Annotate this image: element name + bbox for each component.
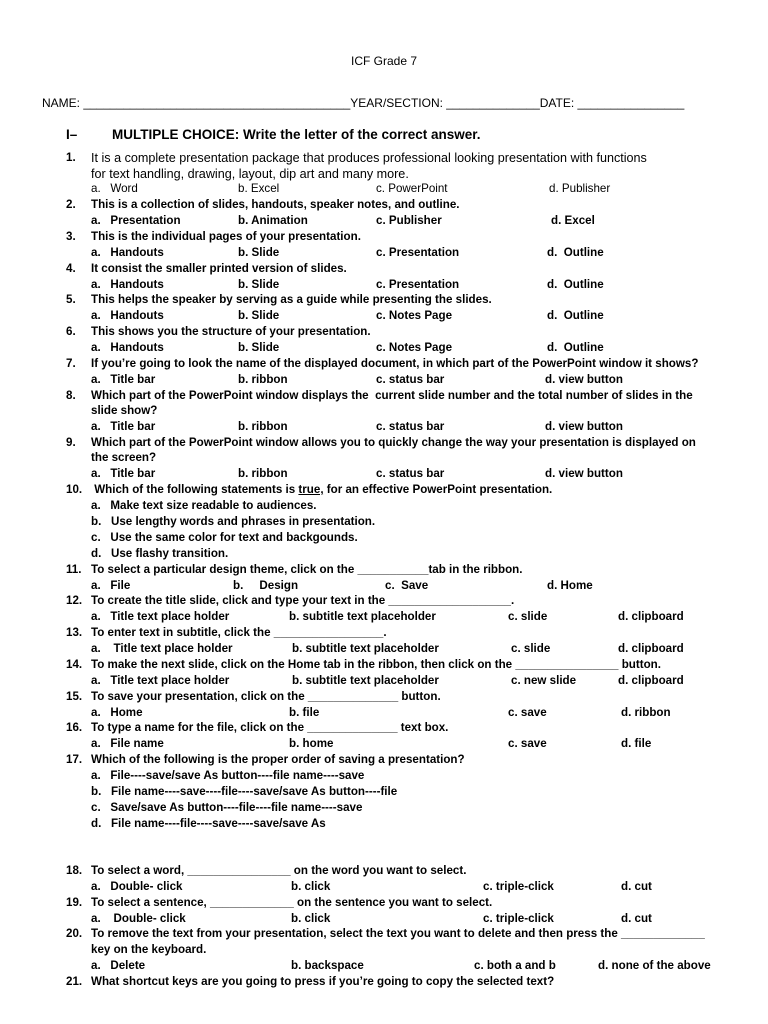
answer-option: c. triple-click: [483, 912, 554, 925]
question-text: If you’re going to look the name of the displayed document, in which part of the PowerPoint window it shows?: [91, 357, 699, 370]
answer-option: c. Publisher: [376, 214, 442, 227]
question-number: 19.: [66, 896, 83, 909]
question-number: 18.: [66, 864, 83, 877]
question-number: 2.: [66, 198, 76, 211]
question-text: To create the title slide, click and type your text in the ___________________.: [91, 594, 515, 607]
question-text: the screen?: [91, 451, 157, 464]
answer-option: d. cut: [621, 912, 652, 925]
answer-option: b. click: [291, 880, 331, 893]
question-text: To make the next slide, click on the Home tab in the ribbon, then click on the ________________ button.: [91, 658, 661, 671]
answer-option: d. Outline: [547, 246, 604, 259]
answer-option: d. Home: [547, 579, 593, 592]
answer-option: d. Publisher: [549, 182, 611, 195]
answer-option: d. view button: [545, 420, 623, 433]
answer-option: b. home: [289, 737, 334, 750]
answer-option: d. clipboard: [618, 610, 684, 623]
question-text: It consist the smaller printed version of slides.: [91, 262, 347, 275]
answer-option: c. triple-click: [483, 880, 554, 893]
answer-option: d. view button: [545, 373, 623, 386]
section-instruction: MULTIPLE CHOICE: Write the letter of the correct answer.: [112, 127, 481, 142]
question-text: key on the keyboard.: [91, 943, 207, 956]
answer-option: b. Slide: [238, 278, 280, 291]
answer-option: b. ribbon: [238, 373, 288, 386]
question-number: 7.: [66, 357, 76, 370]
answer-option: b. click: [291, 912, 331, 925]
answer-option: b. File name----save----file----save/save As button----file: [91, 785, 398, 798]
question-text: To enter text in subtitle, click the _________________.: [91, 626, 387, 639]
answer-option: d. Excel: [551, 214, 595, 227]
answer-option: a. Title text place holder: [91, 610, 230, 623]
answer-option: d. ribbon: [621, 706, 671, 719]
answer-option: d. Outline: [547, 309, 604, 322]
answer-option: d. clipboard: [618, 642, 684, 655]
answer-option: d. Use flashy transition.: [91, 547, 229, 560]
question-number: 4.: [66, 262, 76, 275]
question-text: It is a complete presentation package that produces professional looking presentation with functions: [91, 151, 647, 165]
question-number: 17.: [66, 753, 83, 766]
answer-option: b. Slide: [238, 341, 280, 354]
answer-option: a. File----save/save As button----file name----save: [91, 769, 365, 782]
answer-option: b. ribbon: [238, 467, 288, 480]
answer-option: d. view button: [545, 467, 623, 480]
question-number: 3.: [66, 230, 76, 243]
question-number: 15.: [66, 690, 83, 703]
answer-option: c. Notes Page: [376, 309, 453, 322]
answer-option: a. Presentation: [91, 214, 181, 227]
answer-option: b. Design: [233, 579, 299, 592]
answer-option: b. Animation: [238, 214, 308, 227]
answer-option: c. Presentation: [376, 246, 460, 259]
answer-option: c. save: [508, 706, 547, 719]
answer-option: c. Presentation: [376, 278, 460, 291]
question-number: 12.: [66, 594, 83, 607]
page-title: ICF Grade 7: [350, 54, 418, 68]
question-number: 13.: [66, 626, 83, 639]
question-number: 21.: [66, 975, 83, 988]
student-info-line: NAME: ________________________________________YEAR/SECTION: ______________DATE: ________________: [42, 96, 685, 110]
question-text: To select a word, ________________ on the word you want to select.: [91, 864, 467, 877]
answer-option: c. Save/save As button----file----file name----save: [91, 801, 363, 814]
answer-option: b. subtitle text placeholder: [289, 610, 436, 623]
answer-option: a. Handouts: [91, 341, 164, 354]
answer-option: c. slide: [511, 642, 551, 655]
question-number: 1.: [66, 151, 76, 164]
answer-option: b. Excel: [238, 182, 280, 195]
answer-option: d. clipboard: [618, 674, 684, 687]
answer-option: c. new slide: [511, 674, 577, 687]
answer-option: a. Title text place holder: [91, 642, 233, 655]
answer-option: c. PowerPoint: [376, 182, 448, 195]
answer-option: d. file: [621, 737, 652, 750]
answer-option: a. Title bar: [91, 467, 156, 480]
question-text-segment: Which of the following statements is: [91, 483, 299, 496]
answer-option: c. status bar: [376, 467, 445, 480]
answer-option: c. slide: [508, 610, 548, 623]
question-text: This is a collection of slides, handouts, speaker notes, and outline.: [91, 198, 460, 211]
question-number: 8.: [66, 389, 76, 402]
answer-option: b. Use lengthy words and phrases in presentation.: [91, 515, 376, 528]
answer-option: a. Handouts: [91, 309, 164, 322]
question-text: This shows you the structure of your presentation.: [91, 325, 371, 338]
section-heading: [66, 127, 481, 142]
answer-option: a. Title text place holder: [91, 674, 230, 687]
answer-option: c. status bar: [376, 373, 445, 386]
answer-option: b. Slide: [238, 309, 280, 322]
question-text: slide show?: [91, 404, 158, 417]
answer-option: a. Handouts: [91, 278, 164, 291]
question-number: 9.: [66, 436, 76, 449]
answer-option: a. File: [91, 579, 131, 592]
answer-option: d. Outline: [547, 341, 604, 354]
question-number: 20.: [66, 927, 83, 940]
question-text: Which part of the PowerPoint window displays the current slide number and the total number of slides in the: [91, 389, 693, 402]
answer-option: a. Title bar: [91, 373, 156, 386]
answer-option: d. Outline: [547, 278, 604, 291]
question-number: 14.: [66, 658, 83, 671]
answer-option: c. both a and b: [474, 959, 556, 972]
answer-option: b. subtitle text placeholder: [292, 642, 439, 655]
answer-option: b. backspace: [291, 959, 364, 972]
question-text: To remove the text from your presentation, select the text you want to delete and then press the _____________: [91, 927, 705, 940]
question-number: 6.: [66, 325, 76, 338]
question-number: 16.: [66, 721, 83, 734]
answer-option: a. Title bar: [91, 420, 156, 433]
answer-option: c. Save: [385, 579, 429, 592]
answer-option: a. Handouts: [91, 246, 164, 259]
answer-option: b. ribbon: [238, 420, 288, 433]
answer-option: a. Double- click: [91, 912, 186, 925]
answer-option: a. Double- click: [91, 880, 183, 893]
question-text: for text handling, drawing, layout, dip art and many more.: [91, 167, 409, 181]
question-number: 11.: [66, 563, 82, 576]
answer-option: a. Home: [91, 706, 143, 719]
answer-option: d. none of the above: [598, 959, 711, 972]
emphasis-text: true,: [298, 483, 324, 496]
answer-option: d. File name----file----save----save/save As: [91, 817, 326, 830]
question-number: 5.: [66, 293, 76, 306]
question-text: Which part of the PowerPoint window allows you to quickly change the way your presentation is displayed on: [91, 436, 696, 449]
section-number: I–: [66, 127, 78, 142]
question-text: To select a sentence, _____________ on the sentence you want to select.: [91, 896, 493, 909]
question-text: What shortcut keys are you going to press if you’re going to copy the selected text?: [91, 975, 555, 988]
question-text: To type a name for the file, click on the ______________ text box.: [91, 721, 449, 734]
answer-option: d. cut: [621, 880, 652, 893]
answer-option: a. Delete: [91, 959, 146, 972]
answer-option: b. file: [289, 706, 320, 719]
answer-option: a. Word: [91, 182, 138, 195]
answer-option: b. subtitle text placeholder: [292, 674, 439, 687]
answer-option: a. Make text size readable to audiences.: [91, 499, 317, 512]
answer-option: c. Notes Page: [376, 341, 453, 354]
question-text: Which of the following is the proper order of saving a presentation?: [91, 753, 465, 766]
question-text: This is the individual pages of your presentation.: [91, 230, 361, 243]
question-text: To save your presentation, click on the ______________ button.: [91, 690, 441, 703]
question-text-segment: for an effective PowerPoint presentation.: [323, 483, 553, 496]
question-text: This helps the speaker by serving as a guide while presenting the slides.: [91, 293, 492, 306]
answer-option: b. Slide: [238, 246, 280, 259]
answer-option: c. save: [508, 737, 547, 750]
answer-option: c. status bar: [376, 420, 445, 433]
answer-option: c. Use the same color for text and backgounds.: [91, 531, 358, 544]
answer-option: a. File name: [91, 737, 164, 750]
question-text: To select a particular design theme, click on the ___________tab in the ribbon.: [91, 563, 523, 576]
question-text: [91, 483, 552, 497]
question-number: 10.: [66, 483, 83, 496]
